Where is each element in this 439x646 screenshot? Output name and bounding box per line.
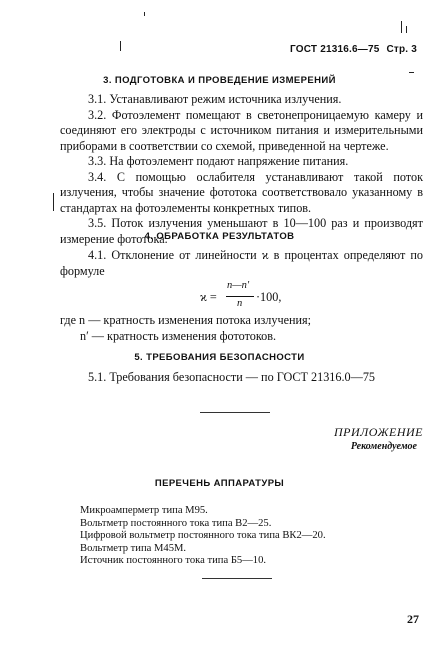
appendix-title: ПЕРЕЧЕНЬ АППАРАТУРЫ (154, 478, 285, 489)
paragraph-4-1: 4.1. Отклонение от линейности ϰ в процентах определяют по формуле (60, 248, 423, 278)
paragraph-3-2: 3.2. Фотоэлемент помещают в светонепроницаемую камеру и соединяют его электроды с источником питания и измерительными приборами в соответствии со схемой, приведенной на чертеже. (60, 107, 423, 153)
appendix-sublabel: Рекомендуемое (350, 441, 417, 452)
scan-mark (120, 41, 121, 51)
scan-mark (406, 26, 407, 33)
page-ref: Стр. 3 (386, 44, 417, 55)
formula-numerator: n—n′ (227, 280, 250, 291)
list-item: Вольтметр типа М45М. (80, 542, 187, 554)
formula-denominator: n (237, 298, 243, 309)
paragraph-3-5: 3.5. Поток излучения уменьшают в 10—100 раз и производят измерение фототока. (60, 216, 423, 246)
paragraph-3-4: 3.4. С помощью ослабителя устанавливают такой поток излучения, чтобы значение фототока соответствовало указанному в стандартах на фотоэлементы конкретных типов. (60, 169, 423, 215)
paragraph-3-3: 3.3. На фотоэлемент подают напряжение питания. (88, 154, 349, 168)
section-4-title: 4. ОБРАБОТКА РЕЗУЛЬТАТОВ (144, 231, 295, 242)
divider (202, 578, 272, 579)
formula-lhs: ϰ = (200, 290, 217, 304)
where-1: где n — кратность изменения потока излучения; (60, 313, 312, 327)
list-item: Вольтметр постоянного тока типа В2—25. (80, 517, 272, 529)
paragraph-3-1: 3.1. Устанавливают режим источника излучения. (88, 92, 342, 106)
equipment-list (80, 505, 420, 568)
scan-mark (144, 12, 145, 16)
paragraph-5-1: 5.1. Требования безопасности — по ГОСТ 21316.0—75 (88, 370, 376, 384)
section-5-title: 5. ТРЕБОВАНИЯ БЕЗОПАСНОСТИ (134, 352, 305, 363)
scan-mark (401, 21, 402, 33)
list-item: Источник постоянного тока типа Б5—10. (80, 555, 267, 566)
section-3-title: 3. ПОДГОТОВКА И ПРОВЕДЕНИЕ ИЗМЕРЕНИЙ (103, 75, 336, 86)
where-2: n′ — кратность изменения фототоков. (80, 329, 277, 343)
page-header (290, 44, 417, 55)
scan-mark (409, 72, 414, 73)
appendix-label: ПРИЛОЖЕНИЕ (334, 425, 423, 439)
list-item: Микроамперметр типа М95. (80, 505, 208, 516)
section-3-body (60, 92, 423, 247)
standard-code: ГОСТ 21316.6—75 (290, 44, 380, 55)
page-number: 27 (407, 612, 419, 626)
divider (200, 412, 270, 413)
list-item: Цифровой вольтметр постоянного тока типа ВК2—20. (80, 530, 326, 541)
scan-mark (53, 193, 54, 211)
formula-tail: ·100, (256, 290, 282, 304)
fraction-bar (226, 296, 254, 297)
